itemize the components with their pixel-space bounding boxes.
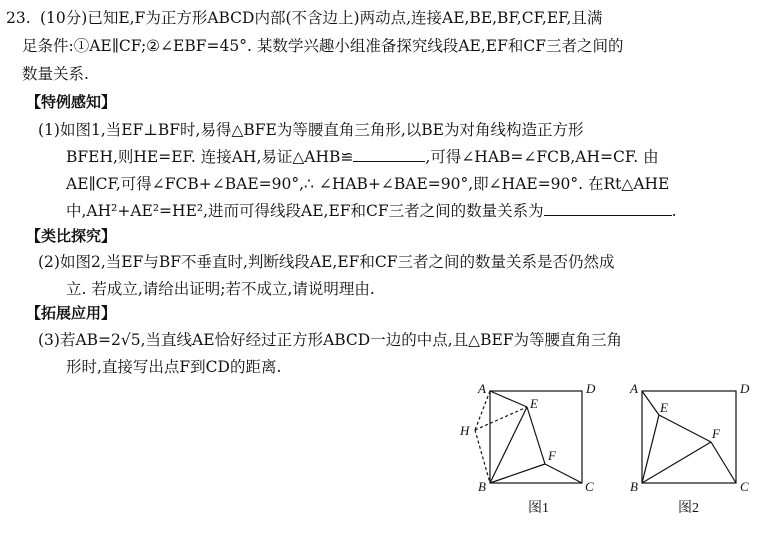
part1-line2 (66, 147, 659, 167)
figure2-segment-EF (659, 415, 711, 442)
figure1-label-H: H (460, 423, 470, 438)
part3-line2: 形时,直接写出点F到CD的距离. (66, 358, 282, 376)
figure1-label-D: D (586, 381, 596, 396)
problem-number: 23. (6, 9, 31, 27)
figure2-segment-BE (642, 415, 659, 483)
figure1-segment-CF (545, 464, 582, 483)
problem-intro-line1: (10分)已知E,F为正方形ABCD内部(不含边上)两动点,连接AE,BE,BF,CF,EF,且满 (40, 9, 603, 27)
figure1-segment-HE (475, 407, 527, 430)
figure1-caption: 图1 (528, 501, 549, 516)
problem-intro-line2: 足条件:①AE∥CF;②∠EBF=45°. 某数学兴趣小组准备探究线段AE,EF和CF三者之间的 (22, 37, 624, 55)
figure1-segment-HB (475, 430, 490, 483)
figure1-label-E: E (530, 396, 538, 411)
figure1-segment-AE (490, 391, 527, 407)
part1-line3: AE∥CF,可得∠FCB+∠BAE=90°,∴ ∠HAB+∠BAE=90°,即∠HAE=90°. 在Rt△AHE (66, 175, 670, 193)
problem-intro-line3: 数量关系. (22, 65, 89, 83)
figure2-segment-AE (642, 391, 659, 415)
part1-line4-after-blank: . (671, 202, 677, 220)
part3-line1: (3)若AB=2√5,当直线AE恰好经过正方形ABCD一边的中点,且△BEF为等腰直角三角 (38, 331, 623, 349)
figure2-segment-CF (711, 442, 736, 483)
section-title-special-case: 【特例感知】 (26, 93, 117, 111)
part2-line2: 立. 若成立,请给出证明;若不成立,请说明理由. (66, 280, 375, 298)
figure2-label-F: F (712, 426, 720, 441)
figure2-segment-BF (642, 442, 711, 483)
figure2-label-D: D (740, 381, 750, 396)
figure-2 (620, 378, 765, 528)
section-title-analogy: 【类比探究】 (26, 227, 117, 245)
figure1-label-F: F (548, 448, 556, 463)
figure2-caption: 图2 (678, 501, 699, 516)
figure-1 (450, 378, 615, 528)
figure2-label-A: A (630, 381, 638, 396)
figure1-label-B: B (478, 479, 486, 494)
figure1-label-C: C (585, 479, 594, 494)
figure1-segment-EF (527, 407, 545, 464)
figure2-label-B: B (630, 479, 638, 494)
part1-line4-before-blank: 中,AH²+AE²=HE²,进而可得线段AE,EF和CF三者之间的数量关系为 (66, 202, 544, 220)
part2-line1: (2)如图2,当EF与BF不垂直时,判断线段AE,EF和CF三者之间的数量关系是否仍然成 (38, 253, 615, 271)
figure2-label-C: C (740, 479, 749, 494)
figure2-square (642, 391, 736, 483)
figure1-segment-AH (475, 391, 490, 430)
section-title-extension: 【拓展应用】 (26, 304, 117, 322)
answer-blank-2[interactable] (544, 201, 672, 216)
figure1-label-A: A (478, 381, 486, 396)
part1-line2-before-blank: BFEH,则HE=EF. 连接AH,易证△AHB≌ (66, 148, 354, 166)
figure2-label-E: E (660, 400, 668, 415)
part1-line4 (66, 201, 677, 221)
answer-blank-1[interactable] (353, 147, 425, 162)
part1-line2-after-blank: ,可得∠HAB=∠FCB,AH=CF. 由 (425, 148, 659, 166)
part1-line1: (1)如图1,当EF⊥BF时,易得△BFE为等腰直角三角形,以BE为对角线构造正方形 (38, 121, 584, 139)
